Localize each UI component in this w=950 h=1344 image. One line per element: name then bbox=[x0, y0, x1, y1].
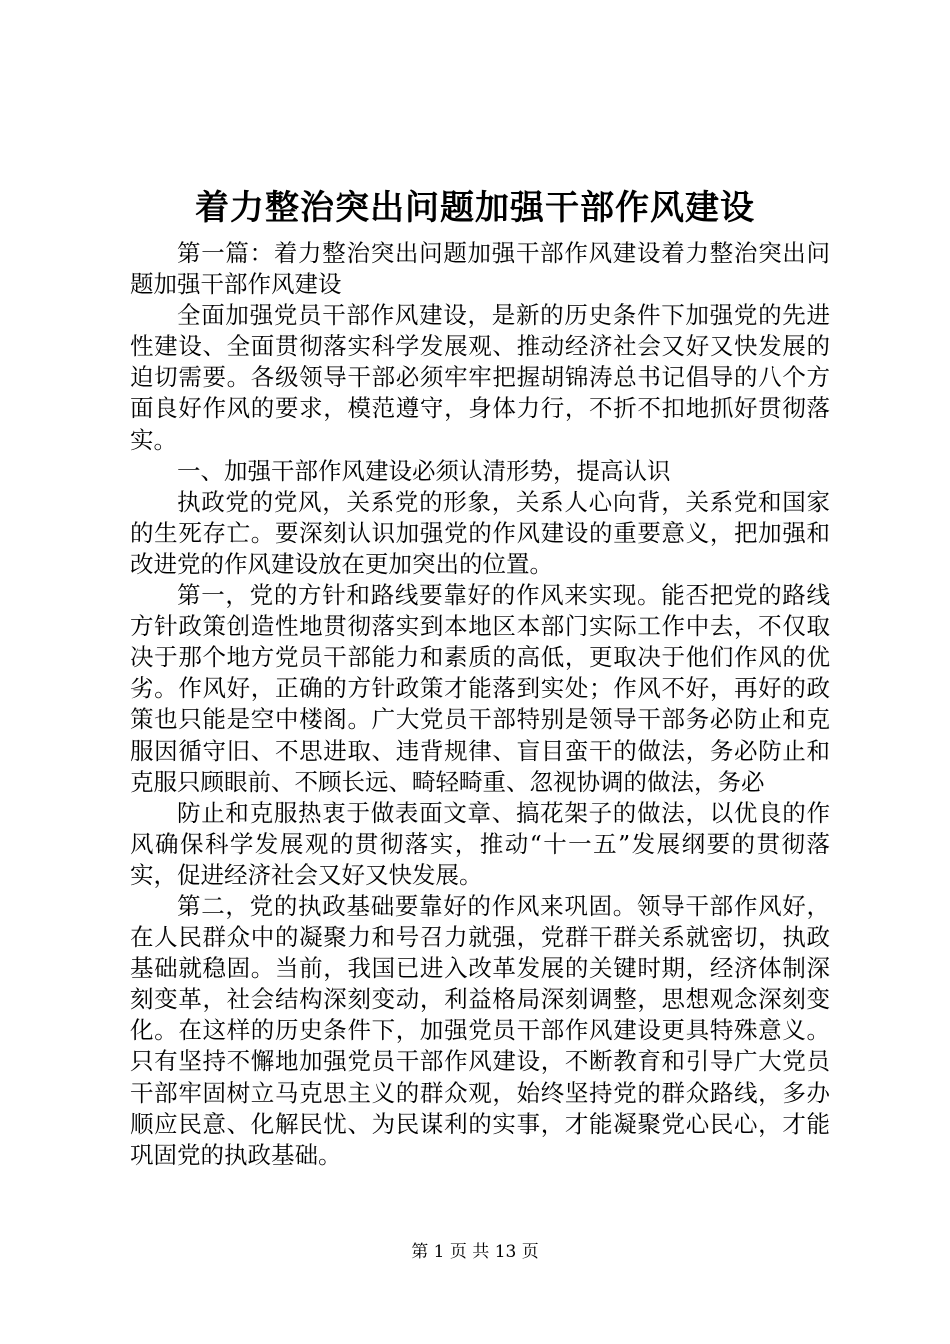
paragraph-point-first: 第一，党的方针和路线要靠好的作风来实现。能否把党的路线方针政策创造性地贯彻落实到本地区本部门实际工作中去，不仅取决于那个地方党员干部能力和素质的高低，更取决于他们作风的优劣。作风好，正确的方针政策才能落到实处；作风不好，再好的政策也只能是空中楼阁。广大党员干部特别是领导干部务必防止和克服因循守旧、不思进取、违背规律、盲目蛮干的做法，务必防止和克服只顾眼前、不顾长远、畸轻畸重、忽视协调的做法，务必 bbox=[130, 581, 830, 796]
section-heading-1: 一、加强干部作风建设必须认清形势，提高认识 bbox=[177, 456, 671, 485]
paragraph-heading-first-article: 第一篇：着力整治突出问题加强干部作风建设着力整治突出问题加强干部作风建设 bbox=[130, 239, 830, 299]
paragraph-point-second: 第二，党的执政基础要靠好的作风来巩固。领导干部作风好，在人民群众中的凝聚力和号召力就强，党群干群关系就密切，执政基础就稳固。当前，我国已进入改革发展的关键时期，经济体制深刻变革，社会结构深刻变动，利益格局深刻调整，思想观念深刻变化。在这样的历史条件下，加强党员干部作风建设更具特殊意义。只有坚持不懈地加强党员干部作风建设，不断教育和引导广大党员干部牢固树立马克思主义的群众观，始终坚持党的群众路线，多办顺应民意、化解民忧、为民谋利的实事，才能凝聚党心民心，才能巩固党的执政基础。 bbox=[130, 891, 830, 1169]
page-footer: 第 1 页 共 13 页 bbox=[411, 1242, 539, 1262]
document-title: 着力整治突出问题加强干部作风建设 bbox=[195, 188, 755, 228]
paragraph-party-style: 执政党的党风，关系党的形象，关系人心向背，关系党和国家的生死存亡。要深刻认识加强党的作风建设的重要意义，把加强和改进党的作风建设放在更加突出的位置。 bbox=[130, 487, 830, 578]
paragraph-intro: 全面加强党员干部作风建设，是新的历史条件下加强党的先进性建设、全面贯彻落实科学发展观、推动经济社会又好又快发展的迫切需要。各级领导干部必须牢牢把握胡锦涛总书记倡导的八个方面良好作风的要求，模范遵守，身体力行，不折不扣地抓好贯彻落实。 bbox=[130, 301, 830, 454]
paragraph-point-first-continued: 防止和克服热衷于做表面文章、搞花架子的做法，以优良的作风确保科学发展观的贯彻落实，推动“十一五”发展纲要的贯彻落实，促进经济社会又好又快发展。 bbox=[130, 798, 830, 889]
document-body bbox=[130, 238, 830, 1171]
